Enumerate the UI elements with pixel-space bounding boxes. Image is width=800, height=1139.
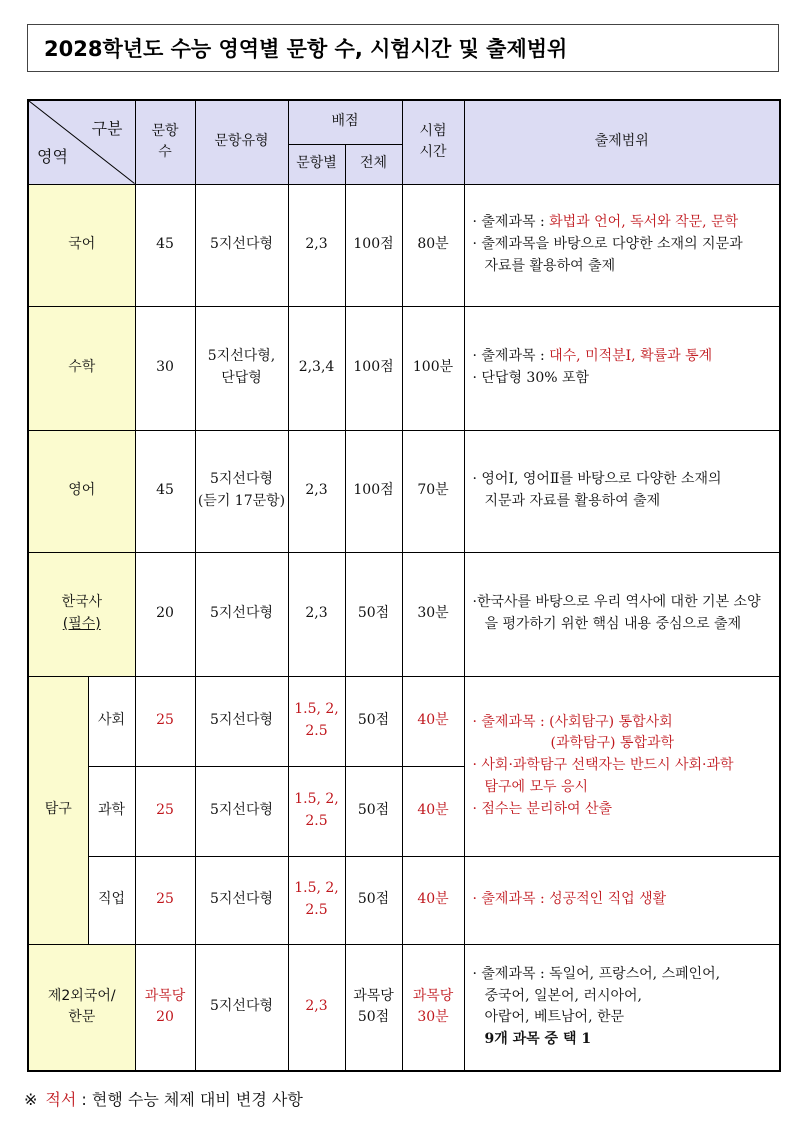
total-english: 100점 <box>345 430 402 552</box>
table-row-english <box>28 430 780 552</box>
count-social: 25 <box>135 676 195 766</box>
subject-second-language: 제2외국어/ 한문 <box>28 944 135 1071</box>
range-second-language-line1: · 출제과목 : 독일어, 프랑스어, 스페인어, <box>472 965 721 982</box>
per-item-english: 2,3 <box>288 430 345 552</box>
range-math-line2: · 단답형 30% 포함 <box>472 370 590 386</box>
range-korean-line3: 자료를 활용하여 출제 <box>484 257 616 274</box>
range-inquiry-line2: (과학탐구) 통합과학 <box>550 735 675 752</box>
time-social: 40분 <box>402 676 464 766</box>
total-korean: 100점 <box>345 184 402 306</box>
range-social-science <box>464 676 780 856</box>
range-history-line2: 을 평가하기 위한 핵심 내용 중심으로 출제 <box>484 616 742 632</box>
per-item-history: 2,3 <box>288 552 345 676</box>
range-inquiry-line3: · 사회·과학탐구 선택자는 반드시 사회·과학 <box>472 757 734 774</box>
type-korean: 5지선다형 <box>195 184 288 306</box>
time-korean: 80분 <box>402 184 464 306</box>
count-vocational: 25 <box>135 856 195 944</box>
note-text: : 현행 수능 체제 대비 변경 사항 <box>76 1090 303 1109</box>
subject-inquiry-group: 탐구 <box>28 676 88 944</box>
range-english-line2: 지문과 자료를 활용하여 출제 <box>484 493 661 509</box>
range-math-prefix: · 출제과목 : <box>472 348 550 365</box>
total-science: 50점 <box>345 766 402 856</box>
header-yeongyeok: 영역 <box>37 146 68 166</box>
note-mark: ※ <box>24 1090 38 1109</box>
time-english: 70분 <box>402 430 464 552</box>
exam-structure-table <box>27 99 781 1072</box>
header-row-1 <box>28 100 780 144</box>
subject-english: 영어 <box>28 430 135 552</box>
subject-science: 과학 <box>88 766 135 856</box>
range-second-language-line3: 아랍어, 베트남어, 한문 <box>484 1009 625 1026</box>
total-social: 50점 <box>345 676 402 766</box>
range-vocational-line1: · 출제과목 : 성공적인 직업 생활 <box>472 891 667 908</box>
per-item-science: 1.5, 2, 2.5 <box>288 766 345 856</box>
count-second-language: 과목당 20 <box>135 944 195 1071</box>
header-score-per-item: 문항별 <box>288 144 345 184</box>
per-item-social: 1.5, 2, 2.5 <box>288 676 345 766</box>
time-second-language: 과목당 30분 <box>402 944 464 1071</box>
per-item-second-language: 2,3 <box>288 944 345 1071</box>
type-math: 5지선다형, 단답형 <box>195 306 288 430</box>
range-math-subjects: 대수, 미적분Ⅰ, 확률과 통계 <box>549 348 713 365</box>
range-vocational <box>464 856 780 944</box>
subject-vocational: 직업 <box>88 856 135 944</box>
note-red-label: 적서 <box>45 1090 77 1109</box>
type-science: 5지선다형 <box>195 766 288 856</box>
header-time: 시험 시간 <box>402 100 464 184</box>
range-second-language-line2: 중국어, 일본어, 러시아어, <box>484 987 642 1004</box>
range-second-language-line4: 9개 과목 중 택 1 <box>484 1030 592 1047</box>
type-history: 5지선다형 <box>195 552 288 676</box>
range-korean-prefix: · 출제과목 : <box>472 214 550 231</box>
footnote <box>24 1087 303 1110</box>
header-range: 출제범위 <box>464 100 780 184</box>
header-score: 배점 <box>288 100 402 144</box>
time-math: 100분 <box>402 306 464 430</box>
count-history: 20 <box>135 552 195 676</box>
header-score-total: 전체 <box>345 144 402 184</box>
table-row-social <box>28 676 780 766</box>
range-english-line1: · 영어Ⅰ, 영어Ⅱ를 바탕으로 다양한 소재의 <box>472 471 722 488</box>
range-korean-subjects: 화법과 언어, 독서와 작문, 문학 <box>549 214 739 231</box>
subject-history <box>28 552 135 676</box>
subject-history-name: 한국사 <box>61 594 103 611</box>
page-title: 2028학년도 수능 영역별 문항 수, 시험시간 및 출제범위 <box>27 24 779 72</box>
range-korean <box>464 184 780 306</box>
type-social: 5지선다형 <box>195 676 288 766</box>
time-vocational: 40분 <box>402 856 464 944</box>
table-row-vocational <box>28 856 780 944</box>
range-second-language <box>464 944 780 1071</box>
range-history-line1: ·한국사를 바탕으로 우리 역사에 대한 기본 소양 <box>472 594 761 611</box>
range-inquiry-line4: 탐구에 모두 응시 <box>484 778 589 795</box>
type-second-language: 5지선다형 <box>195 944 288 1071</box>
total-second-language: 과목당 50점 <box>345 944 402 1071</box>
range-inquiry-line5: · 점수는 분리하여 산출 <box>472 800 613 817</box>
table-row-korean <box>28 184 780 306</box>
subject-social: 사회 <box>88 676 135 766</box>
header-diagonal-cell <box>28 100 135 184</box>
subject-history-note: (필수) <box>62 616 101 632</box>
range-english <box>464 430 780 552</box>
per-item-vocational: 1.5, 2, 2.5 <box>288 856 345 944</box>
subject-korean: 국어 <box>28 184 135 306</box>
count-korean: 45 <box>135 184 195 306</box>
header-type: 문항유형 <box>195 100 288 184</box>
table-row-history <box>28 552 780 676</box>
range-history <box>464 552 780 676</box>
total-history: 50점 <box>345 552 402 676</box>
count-english: 45 <box>135 430 195 552</box>
range-korean-line2: · 출제과목을 바탕으로 다양한 소재의 지문과 <box>472 236 743 253</box>
per-item-math: 2,3,4 <box>288 306 345 430</box>
time-history: 30분 <box>402 552 464 676</box>
range-math <box>464 306 780 430</box>
header-count: 문항 수 <box>135 100 195 184</box>
table-row-math <box>28 306 780 430</box>
total-math: 100점 <box>345 306 402 430</box>
time-science: 40분 <box>402 766 464 856</box>
count-science: 25 <box>135 766 195 856</box>
per-item-korean: 2,3 <box>288 184 345 306</box>
range-inquiry-line1: · 출제과목 : (사회탐구) 통합사회 <box>472 713 673 730</box>
total-vocational: 50점 <box>345 856 402 944</box>
table-row-second-language <box>28 944 780 1071</box>
header-gubun: 구분 <box>91 119 123 138</box>
diagonal-line <box>29 101 135 184</box>
subject-math: 수학 <box>28 306 135 430</box>
type-vocational: 5지선다형 <box>195 856 288 944</box>
count-math: 30 <box>135 306 195 430</box>
type-english: 5지선다형 (듣기 17문항) <box>195 430 288 552</box>
